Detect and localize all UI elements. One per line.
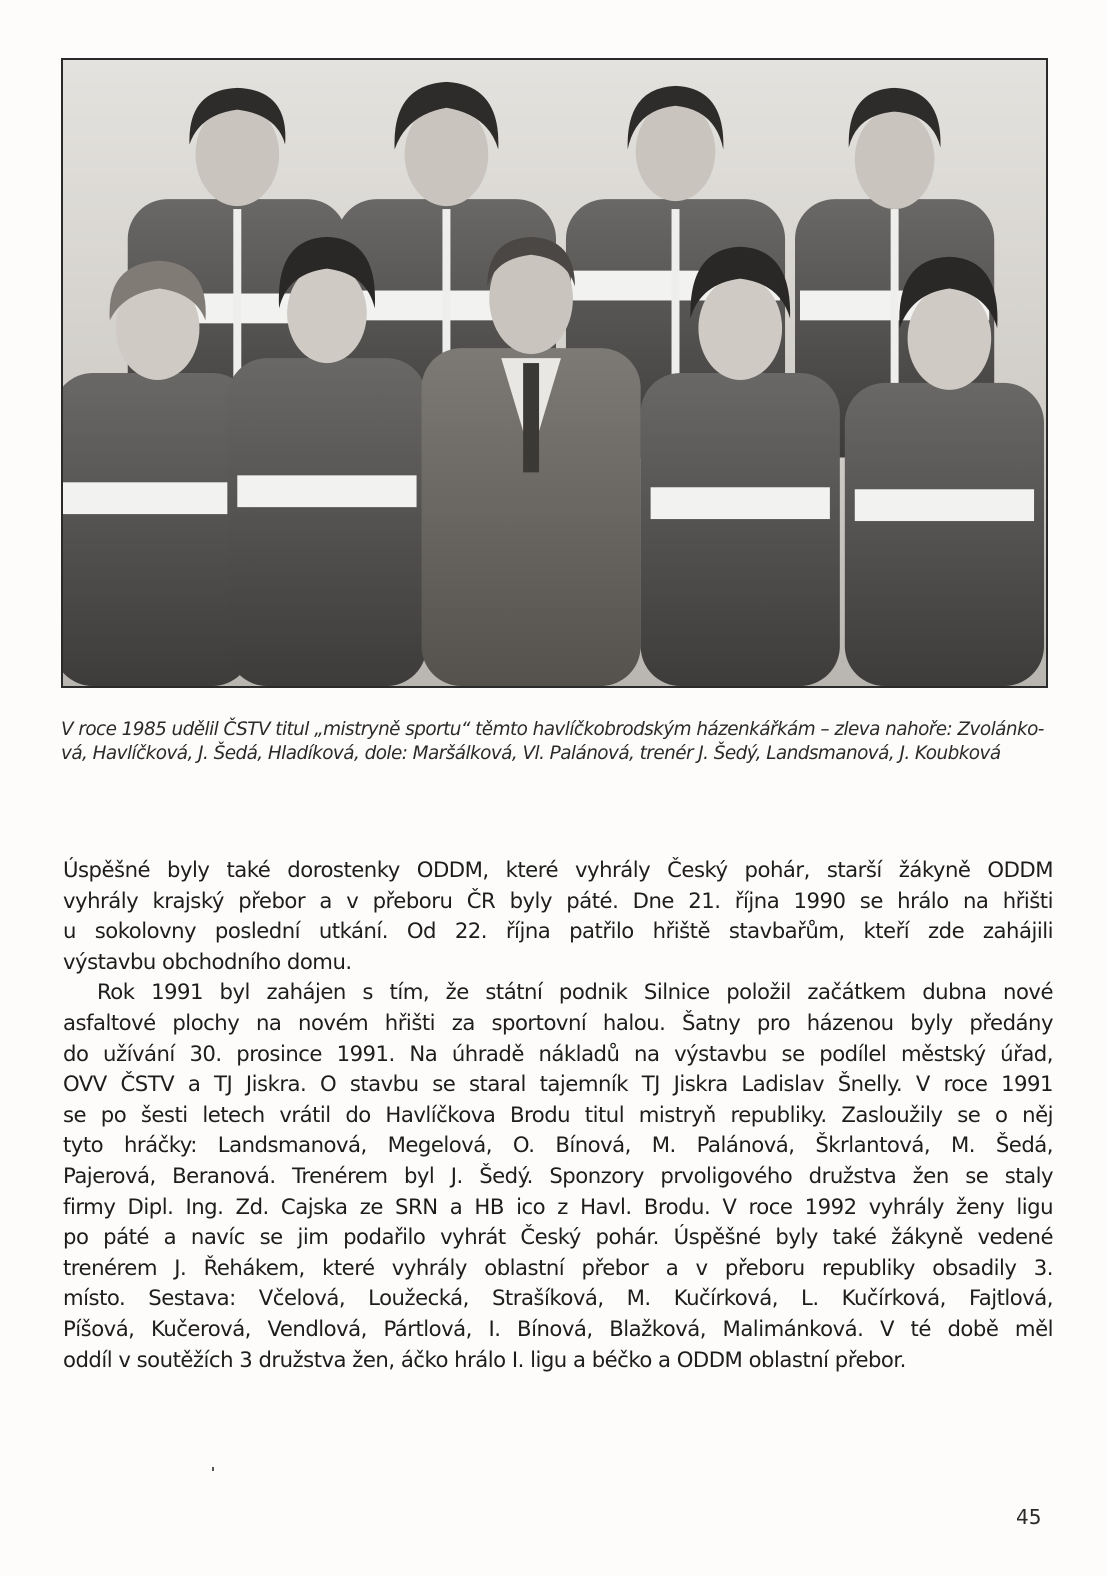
body-line: výstavbu obchodního domu. [63, 948, 352, 974]
page-number: 45 [1016, 1505, 1042, 1529]
body-paragraphs [63, 855, 1053, 1375]
body-line: oddíl v soutěžích 3 družstva žen, áčko hrálo I. ligu a béčko a ODDM oblastní přebor. [63, 1346, 906, 1372]
body-line: Rok 1991 byl zahájen s tím, že státní podnik Silnice položil začátkem dubna nové [97, 979, 1053, 1005]
body-line: vyhrály krajský přebor a v přeboru ČR byly páté. Dne 21. října 1990 se hrálo na hřišti [63, 887, 1053, 913]
scan-speck [212, 1467, 214, 1471]
body-line: trenérem J. Řehákem, které vyhrály oblastní přebor a v přeboru republiky obsadily 3. [63, 1254, 1053, 1280]
body-line: Píšová, Kučerová, Vendlová, Pártlová, I. Bínová, Blažková, Malimánková. V té době měl [63, 1315, 1053, 1341]
team-photo-illustration [63, 60, 1046, 686]
body-line: Pajerová, Beranová. Trenérem byl J. Šedý. Sponzory prvoligového družstva žen se staly [63, 1162, 1053, 1188]
photo-caption [61, 718, 1051, 766]
caption-line: vá, Havlíčková, J. Šedá, Hladíková, dole: Maršálková, Vl. Palánová, trenér J. Šedý, Landsmanová, J. Koubková [61, 743, 1001, 764]
body-line: asfaltové plochy na novém hřišti za sportovní halou. Šatny pro házenou byly předány [63, 1009, 1053, 1035]
body-line: po páté a navíc se jim podařilo vyhrát Český pohár. Úspěšné byly také žákyně vedené [63, 1224, 1053, 1250]
body-line: Úspěšné byly také dorostenky ODDM, které vyhrály Český pohár, starší žákyně ODDM [63, 857, 1053, 882]
team-photo [61, 58, 1048, 688]
body-line: firmy Dipl. Ing. Zd. Cajska ze SRN a HB ico z Havl. Brodu. V roce 1992 vyhrály ženy ligu [63, 1193, 1053, 1219]
body-line: se po šesti letech vrátil do Havlíčkova Brodu titul mistryň republiky. Zasloužily se o něj [63, 1101, 1053, 1127]
caption-line: V roce 1985 udělil ČSTV titul „mistryně sportu“ těmto havlíčkobrodským házenkářkám – zleva nahoře: Zvolánko- [61, 719, 1044, 740]
body-line: OVV ČSTV a TJ Jiskra. O stavbu se staral tajemník TJ Jiskra Ladislav Šnelly. V roce 1991 [63, 1071, 1053, 1097]
body-line: u sokolovny poslední utkání. Od 22. října patřilo hřiště stavbařům, kteří zde zahájili [63, 918, 1053, 944]
body-line: do užívání 30. prosince 1991. Na úhradě nákladů na výstavbu se podílel městský úřad, [63, 1040, 1053, 1066]
body-line: místo. Sestava: Včelová, Loužecká, Strašíková, M. Kučírková, L. Kučírková, Fajtlová, [63, 1285, 1053, 1311]
body-line: tyto hráčky: Landsmanová, Megelová, O. Bínová, M. Palánová, Škrlantová, M. Šedá, [63, 1132, 1053, 1158]
